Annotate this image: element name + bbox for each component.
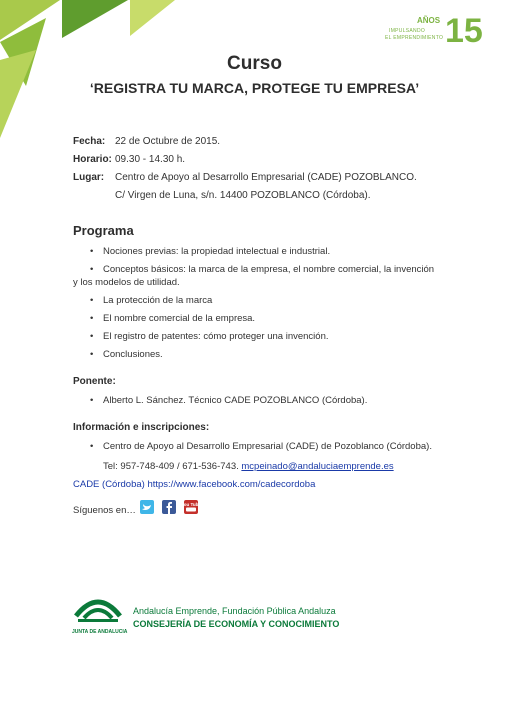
anniversary-number: 15 bbox=[445, 12, 483, 50]
course-title: Curso bbox=[227, 53, 282, 74]
time-value: 09.30 - 14.30 h. bbox=[115, 154, 186, 165]
org-line-1: Andalucía Emprende, Fundación Pública Andaluza bbox=[133, 606, 336, 616]
follow-text: Síguenos en… bbox=[73, 505, 136, 516]
junta-logo bbox=[72, 592, 128, 635]
program-item: • El registro de patentes: cómo proteger una invención. bbox=[90, 331, 329, 342]
program-item-continuation: y los modelos de utilidad. bbox=[73, 277, 180, 288]
junta-emblem-icon bbox=[72, 592, 124, 622]
anniversary-tagline-1: IMPULSANDO bbox=[389, 28, 426, 34]
info-center: • Centro de Apoyo al Desarrollo Empresarial (CADE) de Pozoblanco (Córdoba). bbox=[90, 441, 432, 452]
place-label: Lugar: bbox=[73, 172, 105, 183]
youtube-icon[interactable] bbox=[181, 500, 201, 514]
program-item: • Conceptos básicos: la marca de la empresa, el nombre comercial, la invención bbox=[90, 264, 435, 275]
place-value-line-1: Centro de Apoyo al Desarrollo Empresarial (CADE) POZOBLANCO. bbox=[115, 172, 417, 183]
info-heading: Información e inscripciones: bbox=[73, 422, 210, 433]
place-value-line-2: C/ Virgen de Luna, s/n. 14400 POZOBLANCO (Córdoba). bbox=[115, 190, 371, 201]
program-item: • Nociones previas: la propiedad intelectual e industrial. bbox=[90, 246, 331, 257]
youtube-text: You Tube bbox=[181, 502, 201, 507]
program-item: • El nombre comercial de la empresa. bbox=[90, 313, 256, 324]
speaker-heading: Ponente: bbox=[73, 376, 116, 387]
anniversary-tagline-2: EL EMPRENDIMIENTO bbox=[385, 35, 444, 41]
info-phone-line bbox=[103, 460, 394, 473]
date-value: 22 de Octubre de 2015. bbox=[115, 136, 221, 147]
junta-label: JUNTA DE ANDALUCIA bbox=[72, 629, 128, 635]
date-label: Fecha: bbox=[73, 136, 106, 147]
facebook-icon[interactable] bbox=[162, 500, 176, 514]
time-label: Horario: bbox=[73, 154, 112, 165]
program-heading: Programa bbox=[73, 223, 134, 238]
social-icons bbox=[140, 500, 210, 518]
speaker-name: • Alberto L. Sánchez. Técnico CADE POZOBLANCO (Córdoba). bbox=[90, 395, 368, 406]
org-line-2: CONSEJERÍA DE ECONOMÍA Y CONOCIMIENTO bbox=[133, 619, 340, 629]
facebook-link[interactable]: CADE (Córdoba) https://www.facebook.com/cadecordoba bbox=[73, 479, 316, 490]
twitter-icon[interactable] bbox=[140, 500, 154, 514]
course-subtitle: ‘REGISTRA TU MARCA, PROTEGE TU EMPRESA’ bbox=[89, 80, 420, 96]
program-item: • Conclusiones. bbox=[90, 349, 163, 360]
email-link[interactable]: mcpeinado@andaluciaemprende.es bbox=[241, 461, 394, 472]
program-item: • La protección de la marca bbox=[90, 295, 213, 306]
info-phone: Tel: 957-748-409 / 671-536-743. bbox=[103, 461, 239, 472]
anniversary-years-word: AÑOS bbox=[417, 16, 441, 25]
anniversary-logo bbox=[383, 14, 483, 54]
